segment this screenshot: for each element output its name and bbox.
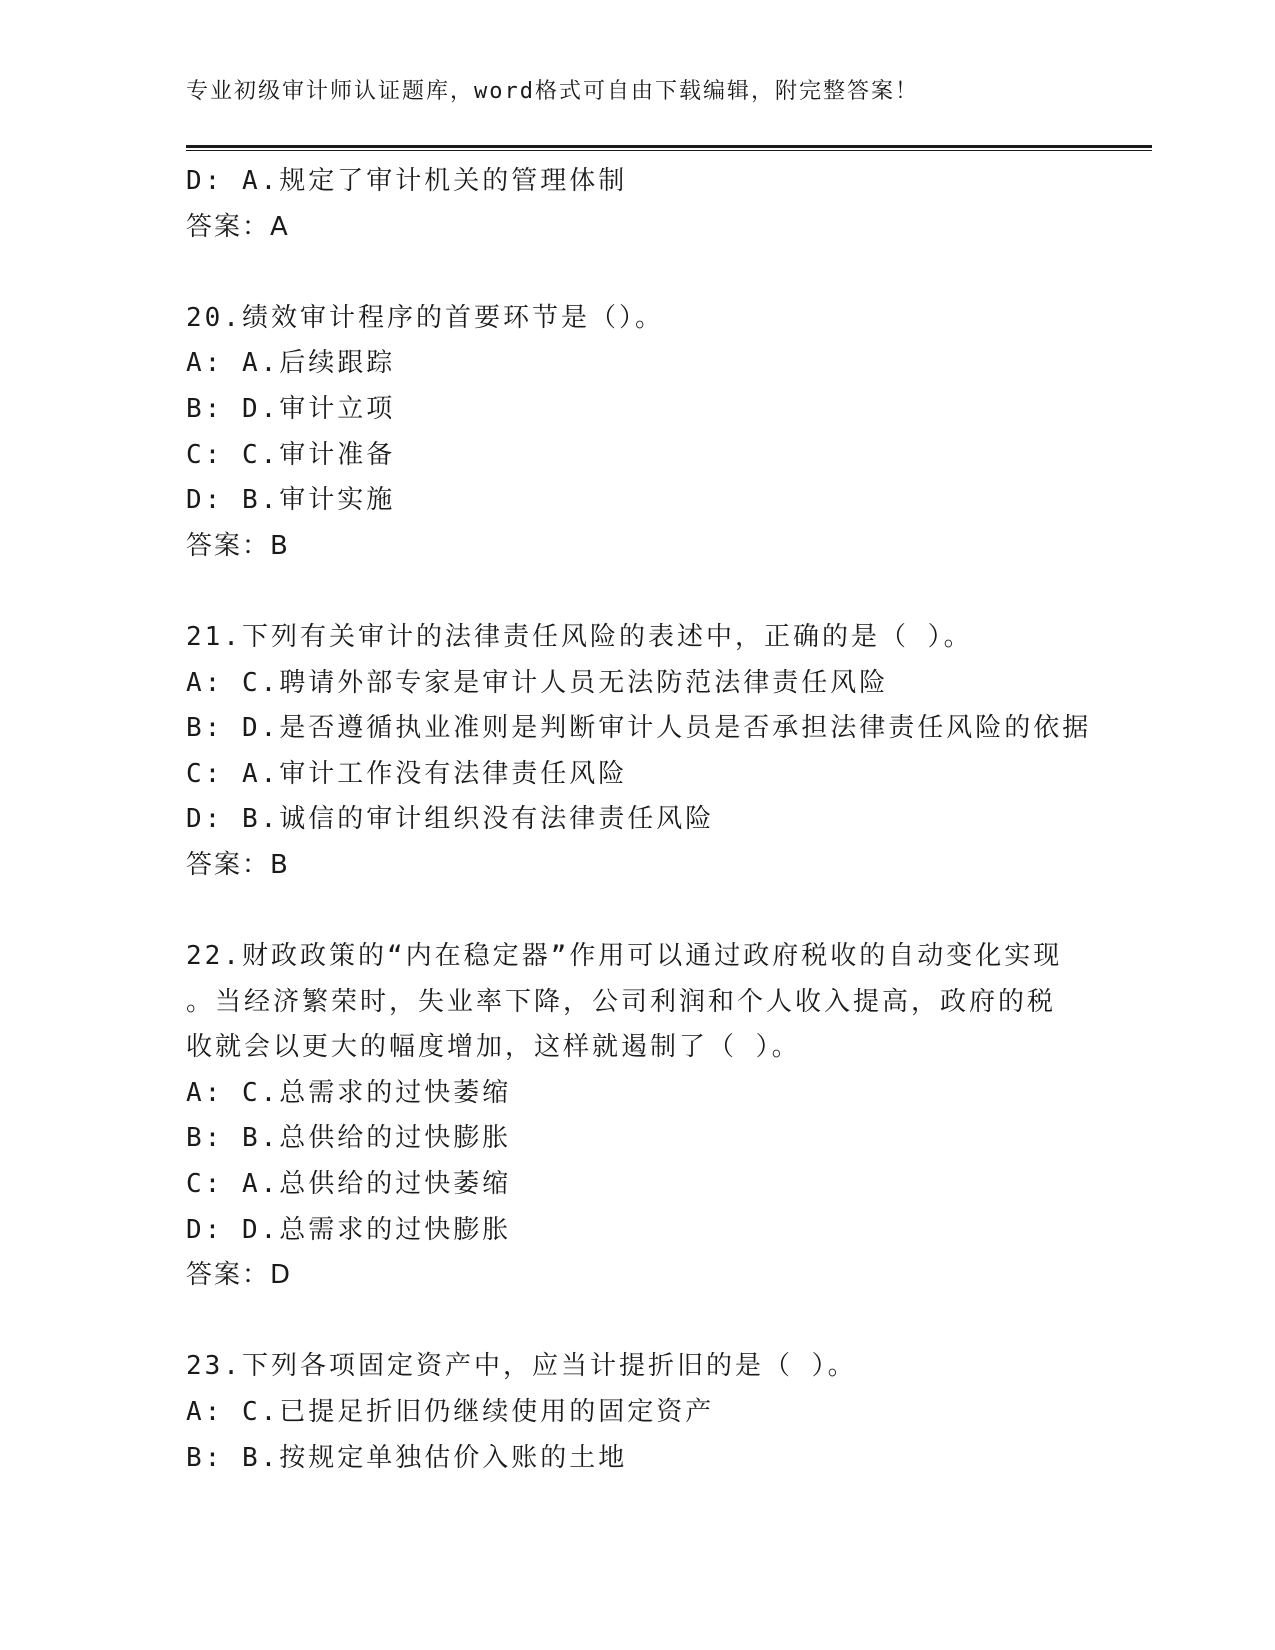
question-20-answer: 答案：B [186,530,290,561]
spacer [186,1299,1146,1345]
question-22-stem-line-3: 收就会以更大的幅度增加，这样就遏制了（ ）。 [186,1032,801,1063]
question-19-answer: 答案：A [186,211,290,242]
question-22-option-d: D: D.总需求的过快膨胀 [186,1214,512,1245]
question-23-option-b: B: B.按规定单独估价入账的土地 [186,1442,628,1473]
question-20-option-b: B: D.审计立项 [186,393,396,424]
question-21-option-a: A: C.聘请外部专家是审计人员无法防范法律责任风险 [186,667,889,698]
header-divider-thin [186,150,1152,151]
question-21-option-c: C: A.审计工作没有法律责任风险 [186,758,628,789]
question-22-option-a: A: C.总需求的过快萎缩 [186,1077,512,1108]
question-21-option-b: B: D.是否遵循执业准则是判断审计人员是否承担法律责任风险的依据 [186,713,1092,744]
question-20-stem: 20.绩效审计程序的首要环节是（）。 [186,302,664,333]
question-22-option-c: C: A.总供给的过快萎缩 [186,1169,512,1200]
question-19-option-d: D: A.规定了审计机关的管理体制 [186,166,628,196]
question-22-option-b: B: B.总供给的过快膨胀 [186,1123,512,1154]
question-list [186,159,1146,1481]
question-20-option-a: A: A.后续跟踪 [186,348,396,379]
spacer [186,889,1146,935]
question-21-answer: 答案：B [186,849,290,880]
question-21-stem: 21.下列有关审计的法律责任风险的表述中，正确的是（ ）。 [186,621,973,652]
question-21-option-d: D: B.诚信的审计组织没有法律责任风险 [186,804,715,835]
question-20-option-c: C: C.审计准备 [186,439,396,470]
spacer [186,250,1146,296]
question-23-option-a: A: C.已提足折旧仍继续使用的固定资产 [186,1397,715,1428]
page-header: 专业初级审计师认证题库，word格式可自由下载编辑，附完整答案！ [186,79,919,104]
header-divider-thick [186,145,1152,148]
question-22-stem-line-1: 22.财政政策的“内在稳定器”作用可以通过政府税收的自动变化实现 [186,941,1063,972]
question-22-stem-line-2: 。当经济繁荣时，失业率下降，公司利润和个人收入提高，政府的税 [186,986,1057,1017]
question-20-option-d: D: B.审计实施 [186,485,396,516]
question-22-answer: 答案：D [186,1260,293,1291]
spacer [186,569,1146,615]
question-23-stem: 23.下列各项固定资产中，应当计提折旧的是（ ）。 [186,1351,857,1382]
